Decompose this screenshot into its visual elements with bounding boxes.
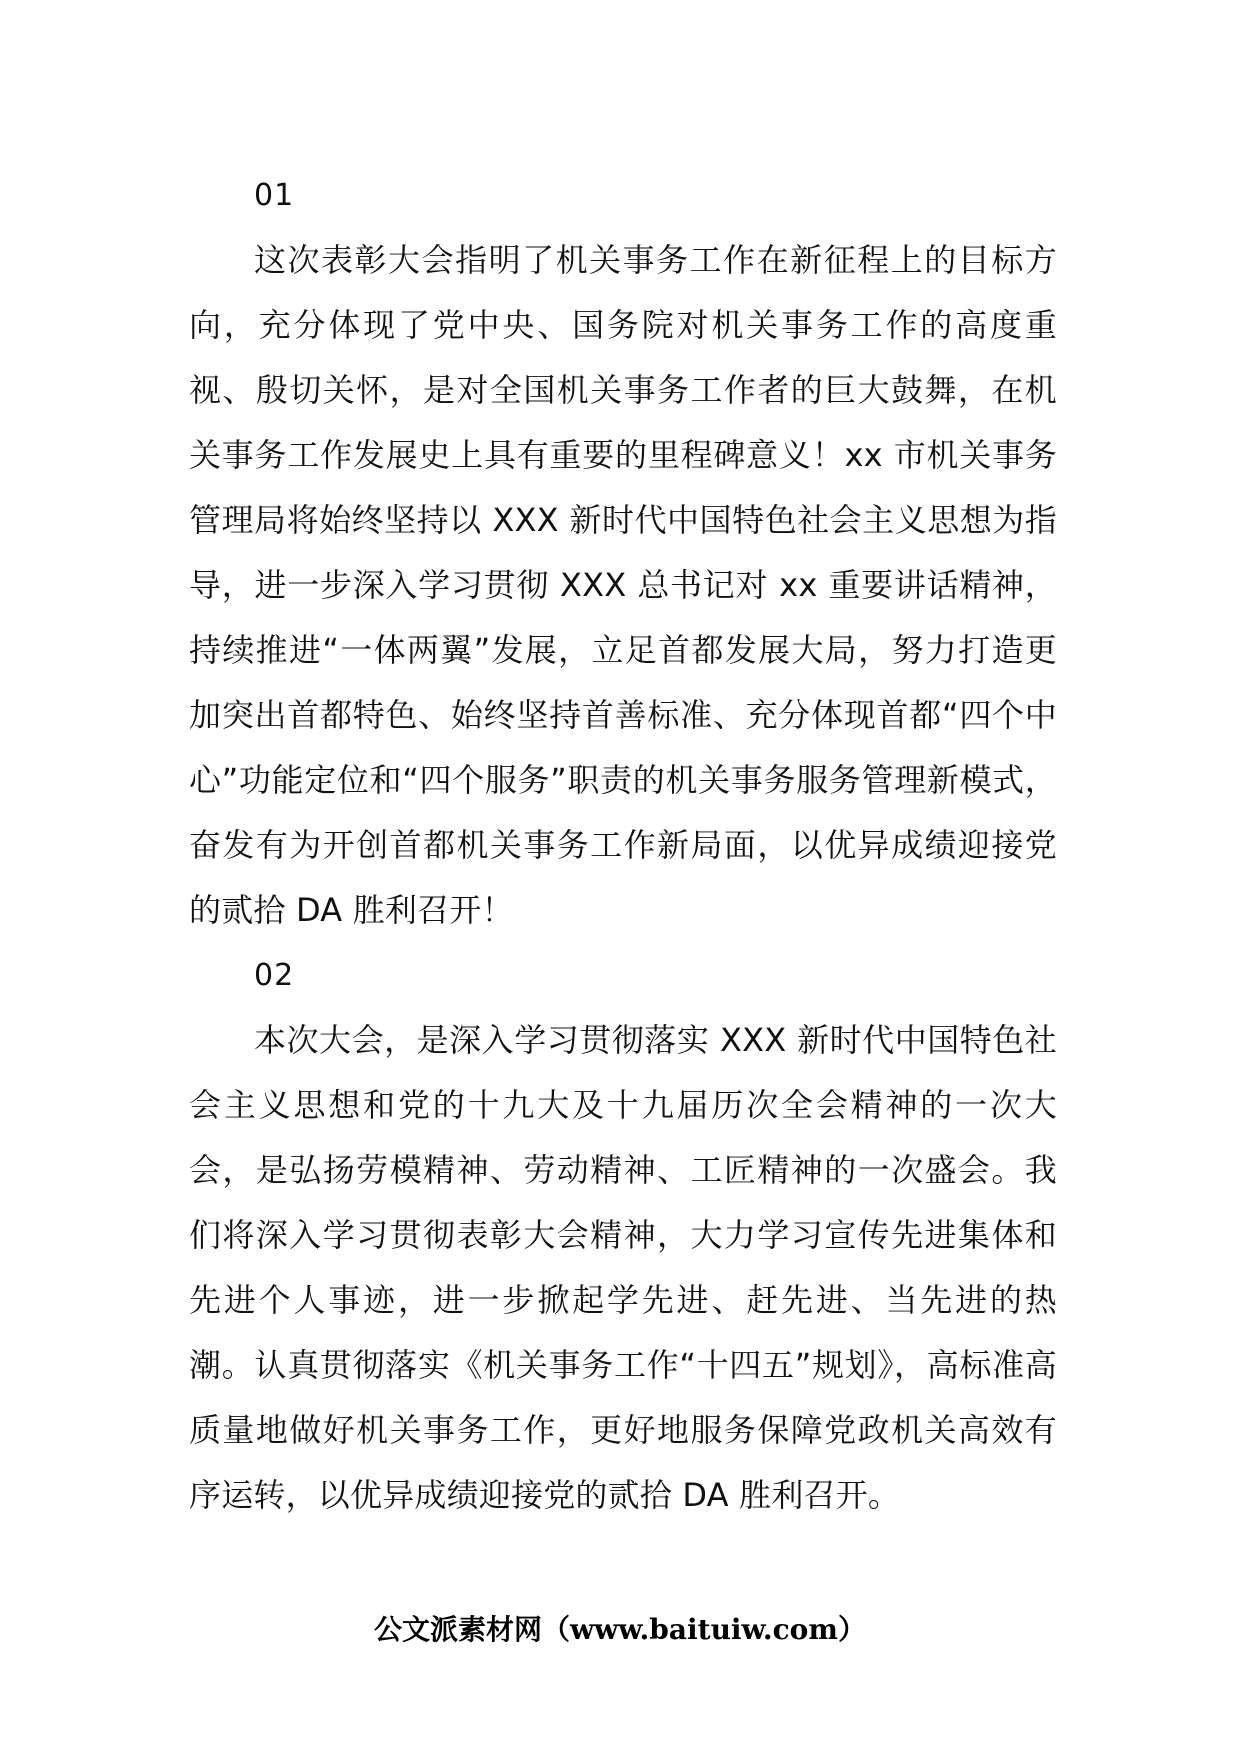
- section-paragraph-01: 这次表彰大会指明了机关事务工作在新征程上的目标方向，充分体现了党中央、国务院对机关事务工作的高度重视、殷切关怀，是对全国机关事务工作者的巨大鼓舞，在机关事务工作发展史上具有重要的里程碑意义！xx 市机关事务管理局将始终坚持以 XXX 新时代中国特色社会主义思想为指导，进一步深入学习贯彻 XXX 总书记对 xx 重要讲话精神，持续推进“一体两翼”发展，立足首都发展大局，努力打造更加突出首都特色、始终坚持首善标准、充分体现首都“四个中心”功能定位和“四个服务”职责的机关事务服务管理新模式，奋发有为开创首都机关事务工作新局面，以优异成绩迎接党的贰拾 DA 胜利召开！: [189, 241, 1057, 929]
- footer-watermark: 公文派素材网（www.baituiw.com）: [374, 1613, 866, 1646]
- section-number-01: 01: [254, 178, 295, 213]
- section-paragraph-02: 本次大会，是深入学习贯彻落实 XXX 新时代中国特色社会主义思想和党的十九大及十九届历次全会精神的一次大会，是弘扬劳模精神、劳动精神、工匠精神的一次盛会。我们将深入学习贯彻表彰大会精神，大力学习宣传先进集体和先进个人事迹，进一步掀起学先进、赶先进、当先进的热潮。认真贯彻落实《机关事务工作“十四五”规划》，高标准高质量地做好机关事务工作，更好地服务保障党政机关高效有序运转，以优异成绩迎接党的贰拾 DA 胜利召开。: [189, 1021, 1057, 1514]
- document-body: [189, 163, 1057, 1528]
- section-number-02: 02: [254, 958, 295, 993]
